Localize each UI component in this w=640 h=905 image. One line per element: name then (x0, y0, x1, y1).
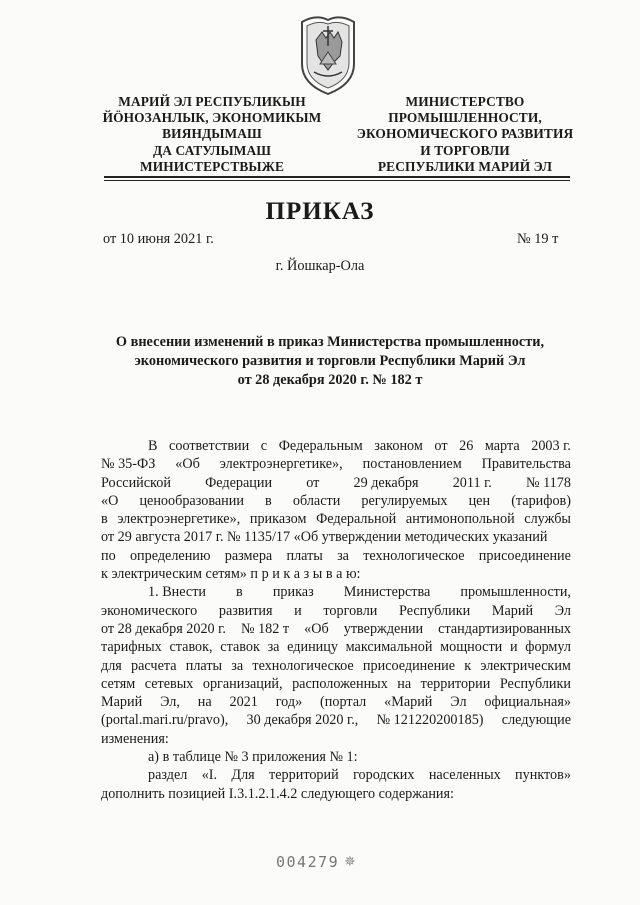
body-word: по (101, 547, 116, 564)
body-word: утверждении (343, 620, 424, 637)
body-line (101, 638, 571, 656)
body-line (101, 620, 571, 638)
serial-number: 004279 (276, 853, 340, 871)
body-word: от (306, 474, 320, 491)
header-left-line: МИНИСТЕРСТВЫЖЕ (139, 158, 284, 174)
body-word: за (267, 639, 280, 656)
body-line (101, 474, 571, 492)
body-word: Республики (499, 675, 571, 692)
body-word: электрическим (480, 657, 571, 674)
body-word: населенных (428, 767, 501, 784)
body-word: присоединение (362, 657, 456, 674)
body-word: «О (101, 492, 119, 509)
body-word: (тарифов) (511, 492, 571, 509)
header-right-line: ПРОМЫШЛЕННОСТИ, (388, 110, 542, 126)
body-word: 1. Внести (148, 584, 206, 601)
body-word: области (292, 492, 341, 509)
header-right (340, 94, 590, 175)
seal-mark-icon: ✵ (344, 855, 356, 870)
body-word: на (197, 694, 212, 711)
document-date: от 10 июня 2021 г. (103, 231, 214, 247)
body-word: и (294, 602, 302, 619)
body-word: Российской (101, 474, 171, 491)
body-word: Марий (101, 694, 143, 711)
body-word: «Марий (384, 694, 433, 711)
header-left-line: МАРИЙ ЭЛ РЕСПУБЛИКЫН (118, 94, 306, 109)
body-line (101, 565, 571, 583)
body-word: расчета (131, 657, 177, 674)
body-word: (портал (320, 694, 367, 711)
body-word: технологическое (363, 547, 465, 564)
body-line (101, 602, 571, 620)
body-word: «Об (304, 620, 329, 637)
body-word: Эл, (160, 694, 180, 711)
body-word: стандартизированных (438, 620, 571, 637)
body-word: расположенных (292, 675, 388, 692)
body-word: антимонопольной (405, 511, 515, 528)
body-word: в (236, 584, 243, 601)
body-word: ставок (220, 639, 260, 656)
body-word: мощности (440, 639, 503, 656)
body-word: марта (484, 438, 520, 454)
body-word: ставок, (169, 639, 213, 656)
body-word: изменения: (101, 730, 169, 747)
body-word: 30 декабря 2020 г., (246, 712, 359, 729)
body-word: № 35-ФЗ (101, 456, 156, 473)
body-word: Республики (399, 602, 471, 619)
body-word: год» (275, 694, 303, 711)
body-word: от (434, 438, 448, 454)
body-word: электроэнергетике», (117, 511, 241, 528)
body-line (101, 675, 571, 693)
body-word: от 28 декабря 2020 г. (101, 620, 226, 637)
body-line (101, 547, 571, 565)
body-word: за (231, 657, 244, 674)
body-word: за (337, 547, 349, 564)
body-word: Федерации (205, 474, 273, 491)
body-line (101, 730, 571, 748)
body-word: постановлением (362, 456, 462, 473)
subject-line: экономического развития и торговли Республики Марий Эл (134, 353, 526, 369)
body-line (101, 748, 571, 766)
body-word: Федеральной (316, 511, 397, 528)
body-word: экономического (101, 602, 198, 619)
body-word: Для (231, 767, 255, 784)
body-line (101, 711, 571, 729)
body-word: городских (353, 767, 415, 784)
body-line (101, 437, 571, 455)
body-word: единицу (287, 639, 338, 656)
body-word: для (101, 657, 122, 674)
body-word: сетям (101, 675, 136, 692)
body-word: Марий (491, 602, 534, 619)
body-word: максимальной (345, 639, 433, 656)
body-word: дополнить позицией I.3.1.2.1.4.2 следующего содержания: (101, 785, 454, 802)
body-word: организаций, (202, 675, 283, 692)
body-word: промышленности, (460, 584, 571, 601)
body-word: Министерства (343, 584, 431, 601)
body-word: законом (374, 438, 423, 454)
body-word: к (464, 657, 472, 674)
body-word: № 182 т (240, 620, 290, 637)
body-word: 26 (459, 438, 474, 454)
body-word: Правительства (481, 456, 571, 473)
body-word: от 29 августа 2017 г. № 1135/17 «Об утверждении методических указаний (101, 529, 548, 546)
document-city: г. Йошкар-Ола (275, 258, 365, 274)
body-word: в (101, 511, 108, 528)
header-left-line: ДА САТУЛЫМАШ (152, 142, 272, 158)
body-word: приказ (272, 584, 314, 601)
body-word: Эл (450, 694, 467, 711)
body-line (101, 693, 571, 711)
body-word: (portal.mari.ru/pravo), (101, 712, 229, 729)
header-divider-thin (104, 180, 570, 181)
body-word: ценообразовании (139, 492, 244, 509)
body-word: сетевых (144, 675, 194, 692)
document-body (101, 437, 571, 803)
header-right-line: И ТОРГОВЛИ (420, 142, 510, 158)
body-word: № 121220200185) (376, 712, 484, 729)
body-word: пунктов» (515, 767, 571, 784)
body-word: а) в таблице № 3 приложения № 1: (148, 749, 358, 766)
subject-line: от 28 декабря 2020 г. № 182 т (237, 372, 423, 388)
body-word: регулируемых (361, 492, 448, 509)
body-line (101, 766, 571, 784)
header-left-line: ВИЯНДЫМАШ (162, 126, 262, 142)
document-number: № 19 т (517, 231, 559, 247)
subject-line: О внесении изменений в приказ Министерства промышленности, (115, 334, 545, 350)
body-word: «Об (175, 456, 200, 473)
body-word: 2021 (229, 694, 258, 711)
body-word: развития (218, 602, 273, 619)
body-word: цен (468, 492, 491, 509)
body-word: «I. (201, 767, 218, 784)
body-word: 2011 г. (452, 474, 492, 491)
body-line (101, 583, 571, 601)
body-word: раздел (148, 767, 188, 784)
body-word: территории (420, 675, 491, 692)
coat-of-arms-icon (296, 12, 360, 96)
body-word: присоединение (478, 547, 571, 564)
body-word: к электрическим сетям» п р и к а з ы в а ю: (101, 566, 361, 583)
body-word: электроэнергетике», (219, 456, 343, 473)
body-word: следующие (501, 712, 571, 729)
body-word: торговли (323, 602, 378, 619)
header-right-line: МИНИСТЕРСТВО (405, 94, 525, 109)
body-word: приказом (249, 511, 307, 528)
body-word: технологическое (252, 657, 354, 674)
body-word: тарифных (101, 639, 162, 656)
body-word: на (397, 675, 412, 692)
header-divider (104, 176, 570, 178)
body-word: формул (525, 639, 571, 656)
body-word: официальная» (484, 694, 571, 711)
header-right-line: РЕСПУБЛИКИ МАРИЙ ЭЛ (377, 158, 553, 174)
body-word: территорий (269, 767, 339, 784)
body-word: определению (129, 547, 211, 564)
body-word: платы (185, 657, 223, 674)
header-left (92, 94, 332, 175)
body-word: Федеральным (278, 438, 363, 454)
body-word: В (148, 438, 158, 454)
header-left-line: ЙӦНОЗАНЛЫК, ЭКОНОМИКЫМ (102, 110, 322, 126)
body-word: платы (286, 547, 323, 564)
document-subject (80, 333, 580, 390)
body-line (101, 785, 571, 803)
body-line (101, 657, 571, 675)
body-word: службы (524, 511, 571, 528)
document-title: ПРИКАЗ (265, 198, 375, 225)
body-line (101, 528, 571, 546)
body-line (101, 510, 571, 528)
body-word: 2003 г. (531, 438, 571, 454)
body-word: Эл (554, 602, 571, 619)
header-right-line: ЭКОНОМИЧЕСКОГО РАЗВИТИЯ (356, 126, 574, 142)
body-word: № 1178 (526, 474, 571, 491)
body-word: с (260, 438, 268, 454)
body-word: и (509, 639, 518, 656)
body-word: размера (224, 547, 273, 564)
body-word: в (265, 492, 272, 509)
body-word: 29 декабря (353, 474, 419, 491)
body-line (101, 455, 571, 473)
body-word: соответствии (169, 438, 250, 454)
body-line (101, 492, 571, 510)
